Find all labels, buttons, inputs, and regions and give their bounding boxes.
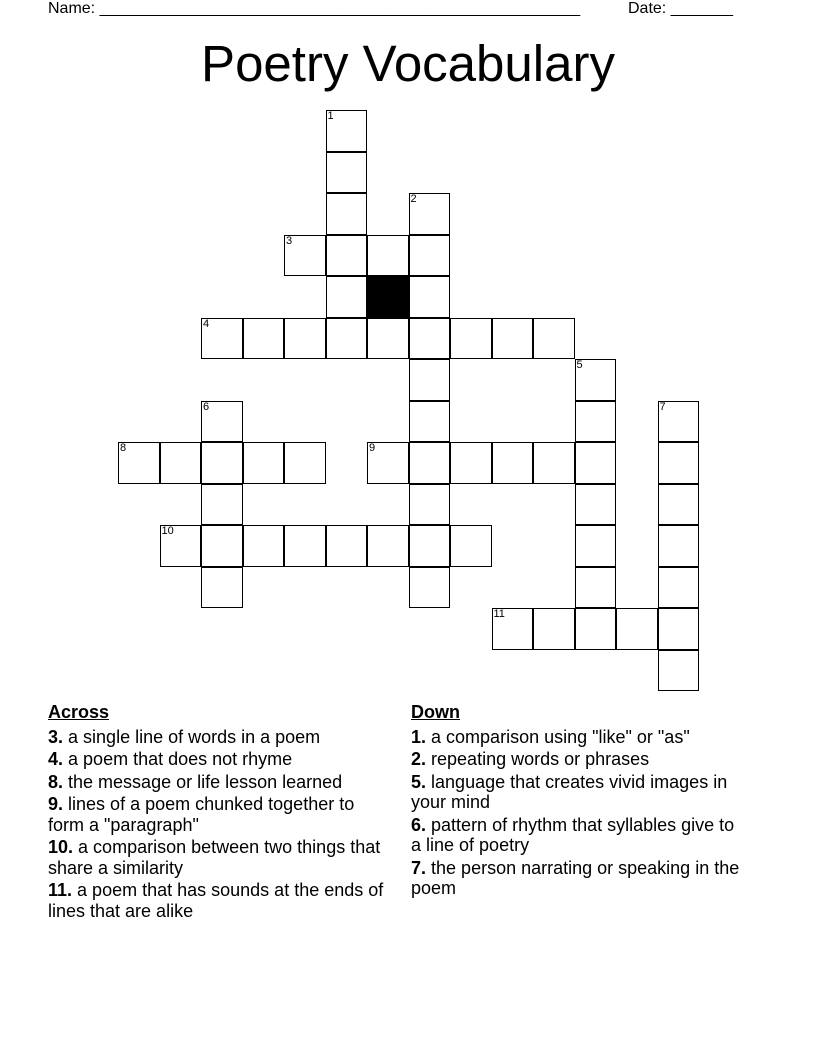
black-cell xyxy=(367,276,409,318)
grid-cell[interactable] xyxy=(658,525,700,567)
cell-number: 10 xyxy=(161,525,174,537)
grid-cell[interactable] xyxy=(575,442,617,484)
cell-number: 9 xyxy=(369,442,376,454)
clue-down-7: 7. the person narrating or speaking in the poem xyxy=(411,857,740,898)
down-heading: Down xyxy=(411,702,460,722)
grid-cell[interactable] xyxy=(575,567,617,609)
grid-cell[interactable] xyxy=(658,484,700,526)
clue-down-2: 2. repeating words or phrases xyxy=(411,749,650,769)
grid-cell[interactable] xyxy=(409,276,451,318)
grid-cell[interactable] xyxy=(533,318,575,360)
grid-cell[interactable] xyxy=(492,608,534,650)
grid-cell[interactable] xyxy=(201,401,243,443)
grid-cell[interactable] xyxy=(409,567,451,609)
grid-cell[interactable] xyxy=(409,193,451,235)
grid-cell[interactable] xyxy=(492,318,534,360)
grid-cell[interactable] xyxy=(575,484,617,526)
grid-cell[interactable] xyxy=(367,442,409,484)
clue-down-5: 5. language that creates vivid images in your mind xyxy=(411,771,728,812)
grid-cell[interactable] xyxy=(409,442,451,484)
clue-down-1: 1. a comparison using "like" or "as" xyxy=(411,726,690,747)
grid-cell[interactable] xyxy=(492,442,534,484)
grid-cell[interactable] xyxy=(575,608,617,650)
grid-cell[interactable] xyxy=(533,608,575,650)
clue-across-3: 3. a single line of words in a poem xyxy=(48,726,321,747)
page-title: Poetry Vocabulary xyxy=(201,35,615,92)
grid-cell[interactable] xyxy=(367,318,409,360)
grid-cell[interactable] xyxy=(326,276,368,318)
grid-cell[interactable] xyxy=(326,318,368,360)
grid-cell[interactable] xyxy=(201,567,243,609)
grid-cell[interactable] xyxy=(243,318,285,360)
cell-number: 3 xyxy=(286,234,293,247)
grid-cell[interactable] xyxy=(409,318,451,360)
grid-cell[interactable] xyxy=(201,484,243,526)
clue-across-11: 11. a poem that has sounds at the ends of lines that are alike xyxy=(48,880,384,921)
grid-cell[interactable] xyxy=(367,525,409,567)
across-clues xyxy=(48,702,393,923)
grid-cell[interactable] xyxy=(658,650,700,692)
grid-cell[interactable] xyxy=(284,318,326,360)
grid-cell[interactable] xyxy=(450,525,492,567)
grid-cell[interactable] xyxy=(409,235,451,277)
date-field-label[interactable]: Date: _______ xyxy=(628,0,733,17)
grid-cell[interactable] xyxy=(575,401,617,443)
grid-cell[interactable] xyxy=(658,608,700,650)
grid-cell[interactable] xyxy=(326,235,368,277)
grid-cell[interactable] xyxy=(658,401,700,443)
cell-number: 11 xyxy=(493,608,505,620)
cell-number: 2 xyxy=(410,193,417,205)
clue-across-9: 9. lines of a poem chunked together to form a "paragraph" xyxy=(48,794,355,835)
grid-cell[interactable] xyxy=(575,359,617,401)
grid-cell[interactable] xyxy=(409,484,451,526)
cell-number: 8 xyxy=(120,442,127,454)
cell-number: 6 xyxy=(203,400,210,413)
grid-cell[interactable] xyxy=(409,525,451,567)
clue-across-4: 4. a poem that does not rhyme xyxy=(48,749,293,769)
grid-cell[interactable] xyxy=(409,401,451,443)
name-field-label[interactable]: Name: ______________________________________________________ xyxy=(48,0,581,17)
grid-cell[interactable] xyxy=(201,318,243,360)
grid-cell[interactable] xyxy=(575,525,617,567)
grid-cell[interactable] xyxy=(243,525,285,567)
grid-cell[interactable] xyxy=(409,359,451,401)
grid-cell[interactable] xyxy=(160,525,202,567)
grid-cell[interactable] xyxy=(284,442,326,484)
grid-cell[interactable] xyxy=(658,442,700,484)
across-heading: Across xyxy=(48,702,110,722)
grid-cell[interactable] xyxy=(326,525,368,567)
cell-number: 4 xyxy=(203,317,210,330)
grid-cell[interactable] xyxy=(450,442,492,484)
grid-cell[interactable] xyxy=(201,442,243,484)
grid-cell[interactable] xyxy=(367,235,409,277)
grid-cell[interactable] xyxy=(450,318,492,360)
cell-number: 5 xyxy=(576,359,583,371)
grid-cell[interactable] xyxy=(243,442,285,484)
clue-across-10: 10. a comparison between two things that share a similarity xyxy=(48,837,381,878)
clue-down-6: 6. pattern of rhythm that syllables give to a line of poetry xyxy=(411,814,735,855)
grid-cell[interactable] xyxy=(284,525,326,567)
grid-cell[interactable] xyxy=(326,152,368,194)
grid-cell[interactable] xyxy=(326,193,368,235)
cell-number: 7 xyxy=(659,400,666,413)
grid-cell[interactable] xyxy=(326,110,368,152)
grid-cell[interactable] xyxy=(160,442,202,484)
grid-cell[interactable] xyxy=(118,442,160,484)
grid-cell[interactable] xyxy=(201,525,243,567)
grid-cell[interactable] xyxy=(284,235,326,277)
clue-across-8: 8. the message or life lesson learned xyxy=(48,771,343,792)
cell-number: 1 xyxy=(327,110,334,122)
grid-cell[interactable] xyxy=(658,567,700,609)
grid-cell[interactable] xyxy=(616,608,658,650)
down-clues xyxy=(411,702,746,901)
grid-cell[interactable] xyxy=(533,442,575,484)
